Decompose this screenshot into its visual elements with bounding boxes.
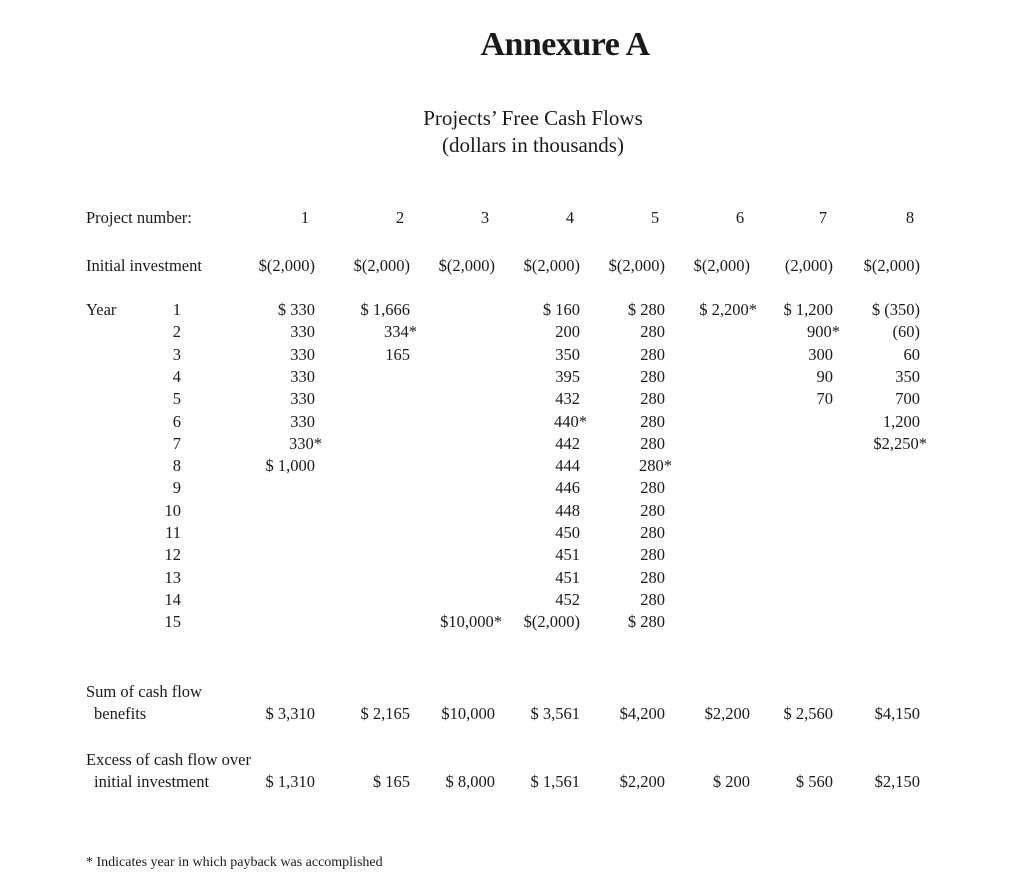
sum-cell: $4,150 [874,704,920,723]
cash-flow-cell: 330 [290,366,315,386]
excess-cell: $2,150 [874,772,920,791]
cash-flow-cell: $10,000* [440,612,502,632]
cash-flow-cell: 280* [639,456,672,476]
year-number: 5 [172,389,181,409]
cash-flow-cell: 330 [290,389,315,409]
cash-flow-cell: 446 [555,478,580,498]
cash-flow-cell: 280 [640,500,665,520]
excess-label-line-2: initial investment [94,772,210,791]
initial-investment-cell: $(2,000) [863,256,920,275]
year-number: 11 [165,523,181,542]
cash-flow-cell: 280 [640,411,665,431]
page-title: Annexure A [480,26,650,63]
initial-investment-cell: (2,000) [784,256,833,275]
project-number: 6 [735,208,745,227]
cash-flow-cell: 90 [816,366,833,386]
cash-flow-cell: 330* [289,433,322,453]
excess-cell: $ 560 [795,772,833,791]
project-number: 4 [565,208,575,227]
project-number: 3 [480,208,490,227]
sum-cell: $2,200 [704,704,750,723]
excess-cell: $ 8,000 [445,772,495,791]
cash-flow-cell: 451 [555,545,580,565]
cash-flow-cell: 280 [640,523,665,542]
cash-flow-cell: $(2,000) [523,612,580,632]
caption-line-2: (dollars in thousands) [442,133,624,157]
year-number: 2 [172,322,181,342]
cash-flow-cell: 350 [555,344,580,364]
project-number-label: Project number: [86,208,192,227]
cash-flow-cell: 280 [640,589,665,609]
project-number: 8 [905,208,915,227]
year-number: 15 [164,612,181,632]
cash-flow-cell: $ 1,000 [265,456,315,476]
initial-investment-label: Initial investment [86,256,202,275]
project-number: 1 [300,208,310,227]
sum-label-line-1: Sum of cash flow [86,682,202,701]
cash-flow-cell: 350 [895,366,920,386]
initial-investment-cell: $(2,000) [693,256,750,275]
cash-flow-cell: 432 [555,389,580,409]
cash-flow-cell: 395 [555,366,580,386]
sum-cell: $10,000 [441,704,495,723]
cash-flow-cell: 280 [640,389,665,409]
initial-investment-cell: $(2,000) [438,256,495,275]
year-number: 9 [172,478,181,498]
excess-label-line-1: Excess of cash flow over [86,750,251,769]
cash-flow-cell: 300 [808,344,833,364]
project-number: 5 [650,208,660,227]
year-number: 3 [172,344,181,364]
cash-flow-cell: $ (350) [871,300,920,319]
cash-flow-cell: $ 1,666 [360,300,410,319]
cash-flow-cell: 440* [554,411,587,431]
initial-investment-cell: $(2,000) [258,256,315,275]
table-caption [0,105,1016,159]
year-number: 6 [172,411,181,431]
cash-flow-cell: 444 [555,456,580,476]
cash-flow-cell: 451 [555,567,580,587]
cash-flow-cell: 452 [555,589,580,609]
cash-flow-cell: $ 280 [627,612,665,632]
cash-flow-cell: 280 [640,322,665,342]
cash-flow-cell: $ 330 [277,300,315,319]
sum-cell: $ 3,310 [265,704,315,723]
excess-cell: $ 165 [372,772,410,791]
year-number: 14 [164,589,181,609]
cash-flow-cell: 700 [895,389,920,409]
cash-flow-cell: 200 [555,322,580,342]
caption-line-1: Projects’ Free Cash Flows [423,106,643,130]
year-label: Year [86,300,117,319]
excess-cell: $ 200 [712,772,750,791]
cash-flow-cell: $ 2,200* [699,300,757,319]
cash-flow-cell: 70 [816,389,833,409]
cash-flow-cell: 1,200 [882,411,920,431]
cash-flow-cell: 280 [640,545,665,565]
excess-cell: $ 1,561 [530,772,580,791]
cash-flow-cell: 280 [640,344,665,364]
sum-cell: $ 2,165 [360,704,410,723]
cash-flow-cell: (60) [892,322,920,342]
cash-flow-cell: 900* [807,322,840,342]
year-number: 1 [172,300,181,319]
cash-flow-cell: $2,250* [873,433,927,453]
cash-flow-cell: 330 [290,344,315,364]
year-number: 10 [164,500,181,520]
cash-flow-cell: 280 [640,433,665,453]
year-number: 12 [164,545,181,565]
cash-flow-cell: $ 160 [542,300,580,319]
year-number: 13 [164,567,181,587]
cash-flow-cell: 334* [384,322,417,342]
cash-flow-cell: 165 [385,344,410,364]
cash-flow-cell: 448 [555,500,580,520]
excess-cell: $2,200 [619,772,665,791]
footnote: * Indicates year in which payback was accomplished [86,855,383,870]
initial-investment-cell: $(2,000) [353,256,410,275]
project-number: 7 [818,208,828,227]
cash-flow-cell: 442 [555,433,580,453]
cash-flow-cell: $ 280 [627,300,665,319]
cash-flow-cell: 60 [903,344,920,364]
sum-cell: $ 2,560 [783,704,833,723]
year-number: 4 [172,366,181,386]
initial-investment-cell: $(2,000) [608,256,665,275]
year-number: 8 [172,456,181,476]
excess-cell: $ 1,310 [265,772,315,791]
cash-flow-cell: 280 [640,478,665,498]
project-number: 2 [395,208,405,227]
cash-flow-cell: 330 [290,322,315,342]
cash-flow-cell: 280 [640,567,665,587]
initial-investment-cell: $(2,000) [523,256,580,275]
cash-flow-cell: 330 [290,411,315,431]
sum-label-line-2: benefits [94,704,147,723]
sum-cell: $4,200 [619,704,665,723]
cash-flow-cell: $ 1,200 [783,300,833,319]
cash-flow-cell: 280 [640,366,665,386]
cash-flow-cell: 450 [555,523,580,542]
year-number: 7 [172,433,181,453]
sum-cell: $ 3,561 [530,704,580,723]
